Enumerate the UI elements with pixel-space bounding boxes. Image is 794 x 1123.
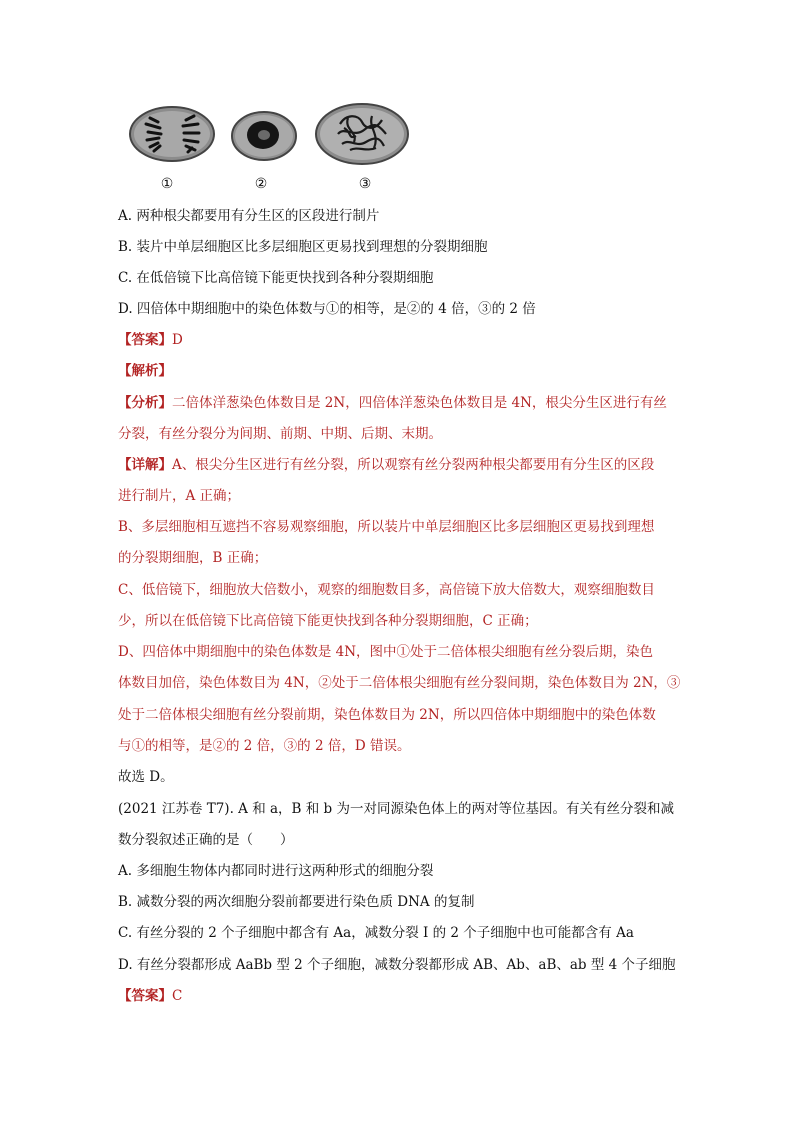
q1-option-b: B. 装片中单层细胞区比多层细胞区更易找到理想的分裂期细胞	[118, 239, 488, 255]
q1-xiangjie-line-7: D、四倍体中期细胞中的染色体数是 4N，图中①处于二倍体根尖细胞有丝分裂后期，染色	[118, 644, 654, 660]
q1-xiangjie-line-5: C、低倍镜下，细胞放大倍数小，观察的细胞数目多，高倍镜下放大倍数大，观察细胞数目	[118, 582, 655, 598]
q1-option-c: C. 在低倍镜下比高倍镜下能更快找到各种分裂期细胞	[118, 270, 434, 286]
answer-tag: 【答案】	[118, 332, 172, 348]
cell-figure	[128, 100, 418, 196]
q1-xiangjie-line-1	[118, 455, 654, 475]
q1-xiangjie-line-10: 与①的相等，是②的 2 倍，③的 2 倍，D 错误。	[118, 738, 411, 754]
q1-xiangjie-line-3: B、多层细胞相互遮挡不容易观察细胞，所以装片中单层细胞区比多层细胞区更易找到理想	[118, 519, 655, 535]
fenxi-text-1: 二倍体洋葱染色体数目是 2N，四倍体洋葱染色体数目是 4N，根尖分生区进行有丝	[172, 395, 667, 411]
q2-option-d: D. 有丝分裂都形成 AaBb 型 2 个子细胞，减数分裂都形成 AB、Ab、aB、ab 型 4 个子细胞	[118, 957, 676, 973]
q2-stem-line-1: (2021 江苏卷 T7). A 和 a，B 和 b 为一对同源染色体上的两对等位基因。有关有丝分裂和减	[118, 801, 674, 817]
q1-fenxi-line-1	[118, 393, 667, 413]
q1-option-a: A. 两种根尖都要用有分生区的区段进行制片	[118, 208, 380, 224]
figure-label-3: ③	[358, 176, 372, 192]
q2-stem-line-2: 数分裂叙述正确的是（ ）	[118, 832, 294, 848]
figure-label-2: ②	[254, 176, 268, 192]
q1-xiangjie-line-6: 少，所以在低倍镜下比高倍镜下能更快找到各种分裂期细胞，C 正确；	[118, 613, 538, 629]
q1-xiangjie-line-8: 体数目加倍，染色体数目为 4N，②处于二倍体根尖细胞有丝分裂间期，染色体数目为 2N，③	[118, 675, 681, 691]
q2-option-c: C. 有丝分裂的 2 个子细胞中都含有 Aa，减数分裂 Ⅰ 的 2 个子细胞中也可能都含有 Aa	[118, 925, 634, 941]
answer-tag-2: 【答案】	[118, 988, 172, 1004]
xiangjie-text-1: A、根尖分生区进行有丝分裂，所以观察有丝分裂两种根尖都要用有分生区的区段	[172, 457, 655, 473]
q2-answer	[118, 986, 182, 1006]
jiexi-tag: 【解析】	[118, 363, 172, 379]
figure-label-1: ①	[160, 176, 174, 192]
q1-conclusion: 故选 D。	[118, 769, 174, 785]
q1-xiangjie-line-9: 处于二倍体根尖细胞有丝分裂前期，染色体数目为 2N，所以四倍体中期细胞中的染色体数	[118, 707, 656, 723]
q2-option-b: B. 减数分裂的两次细胞分裂前都要进行染色质 DNA 的复制	[118, 894, 475, 910]
q1-xiangjie-line-4: 的分裂期细胞，B 正确；	[118, 550, 268, 566]
answer-value-2: C	[172, 988, 183, 1004]
q1-fenxi-line-2: 分裂，有丝分裂分为间期、前期、中期、后期、末期。	[118, 426, 442, 442]
cell-2-interphase	[230, 110, 298, 162]
fenxi-tag: 【分析】	[118, 395, 172, 411]
q2-option-a: A. 多细胞生物体内都同时进行这两种形式的细胞分裂	[118, 863, 434, 879]
cell-3-prophase	[314, 102, 410, 166]
q1-answer	[118, 330, 183, 350]
xiangjie-tag: 【详解】	[118, 457, 172, 473]
cell-1-anaphase	[128, 104, 216, 164]
q1-option-d: D. 四倍体中期细胞中的染色体数与①的相等，是②的 4 倍，③的 2 倍	[118, 301, 536, 317]
answer-value: D	[172, 332, 183, 348]
q1-jiexi	[118, 361, 172, 381]
q1-xiangjie-line-2: 进行制片，A 正确；	[118, 488, 241, 504]
